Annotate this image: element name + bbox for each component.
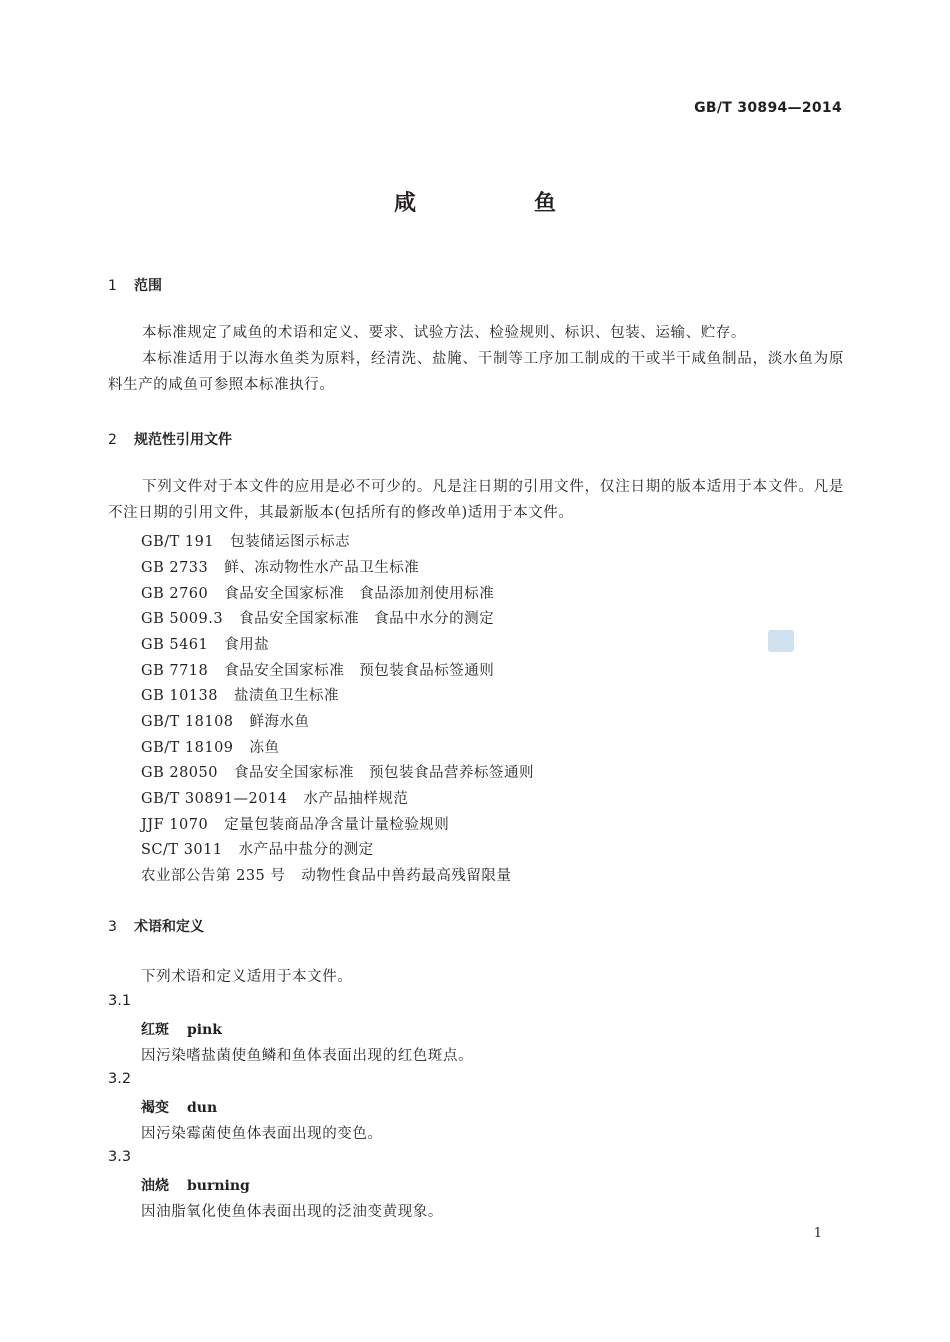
term-heading [141,1175,250,1195]
section-heading-terms-definitions [108,916,204,936]
reference-title: 动物性食品中兽药最高残留限量 [301,868,512,884]
reference-title: 食品安全国家标准 食品添加剂使用标准 [224,586,495,602]
scope-paragraph-1: 本标准规定了咸鱼的术语和定义、要求、试验方法、检验规则、标识、包装、运输、贮存。 [142,325,746,341]
section-number: 3 [108,919,117,935]
standard-number: GB/T 30894—2014 [694,100,842,116]
terms-intro: 下列术语和定义适用于本文件。 [141,969,353,985]
reference-title: 定量包装商品净含量计量检验规则 [224,817,450,833]
reference-item [141,633,269,654]
reference-item [141,582,494,603]
reference-code: GB/T 18108 [141,714,234,730]
reference-code: GB 2733 [141,560,209,576]
section-title: 术语和定义 [134,919,204,935]
reference-title: 盐渍鱼卫生标准 [233,688,339,704]
reference-item [141,736,280,757]
reference-item [141,864,511,885]
reference-code: GB/T 18109 [141,740,234,756]
reference-item [141,787,408,808]
reference-code: JJF 1070 [141,817,209,833]
term-heading [141,1019,222,1039]
reference-title: 冻鱼 [249,740,280,756]
reference-code: GB 2760 [141,586,209,602]
reference-title: 食品安全国家标准 预包装食品标签通则 [224,663,495,679]
reference-title: 鲜、冻动物性水产品卫生标准 [224,560,420,576]
term-definition: 因油脂氧化使鱼体表面出现的泛油变黄现象。 [141,1204,443,1220]
term-definition: 因污染嗜盐菌使鱼鳞和鱼体表面出现的红色斑点。 [141,1048,474,1064]
term-heading [141,1097,217,1117]
reference-title: 食品安全国家标准 食品中水分的测定 [239,611,495,627]
reference-title: 包装储运图示标志 [230,534,351,550]
term-en: burning [187,1178,250,1194]
reference-item [141,761,534,782]
reference-item [141,659,494,680]
scope-paragraph-2: 本标准适用于以海水鱼类为原料，经清洗、盐腌、干制等工序加工制成的干或半干咸鱼制品，淡水鱼为原料生产的咸鱼可参照本标准执行。 [108,351,844,393]
section-title: 规范性引用文件 [134,432,232,448]
term-en: pink [187,1022,222,1038]
reference-code: GB/T 30891—2014 [141,791,288,807]
reference-code: GB 5009.3 [141,611,224,627]
reference-code: SC/T 3011 [141,842,223,858]
reference-code: GB 10138 [141,688,218,704]
section-title: 范围 [134,278,162,294]
section-heading-scope [108,275,162,295]
reference-item [141,530,350,551]
reference-title: 食用盐 [224,637,270,653]
section-number: 1 [108,278,117,294]
reference-code: GB 28050 [141,765,218,781]
document-title: 咸 鱼 [393,191,604,216]
term-zh: 红斑 [141,1022,169,1038]
reference-item [141,710,310,731]
term-definition: 因污染霉菌使鱼体表面出现的变色。 [141,1126,383,1142]
section-heading-normative-references [108,429,232,449]
reference-item [141,556,419,577]
term-zh: 油烧 [141,1178,169,1194]
reference-code: GB 7718 [141,663,209,679]
term-number: 3.2 [108,1071,132,1087]
reference-title: 水产品抽样规范 [303,791,409,807]
page-number: 1 [813,1226,822,1241]
reference-title: 水产品中盐分的测定 [238,842,374,858]
reference-item [141,684,339,705]
reference-item [141,838,374,859]
section-number: 2 [108,432,117,448]
reference-code: GB/T 191 [141,534,215,550]
term-zh: 褐变 [141,1100,169,1116]
reference-code: 农业部公告第 235 号 [141,868,286,884]
normative-intro-paragraph: 下列文件对于本文件的应用是必不可少的。凡是注日期的引用文件，仅注日期的版本适用于本文件。凡是不注日期的引用文件，其最新版本(包括所有的修改单)适用于本文件。 [108,479,844,521]
watermark-stamp [768,630,794,652]
reference-item [141,813,449,834]
term-number: 3.3 [108,1149,132,1165]
reference-title: 食品安全国家标准 预包装食品营养标签通则 [233,765,534,781]
reference-code: GB 5461 [141,637,209,653]
term-number: 3.1 [108,993,132,1009]
reference-title: 鲜海水鱼 [249,714,310,730]
term-en: dun [187,1100,218,1116]
reference-item [141,607,494,628]
